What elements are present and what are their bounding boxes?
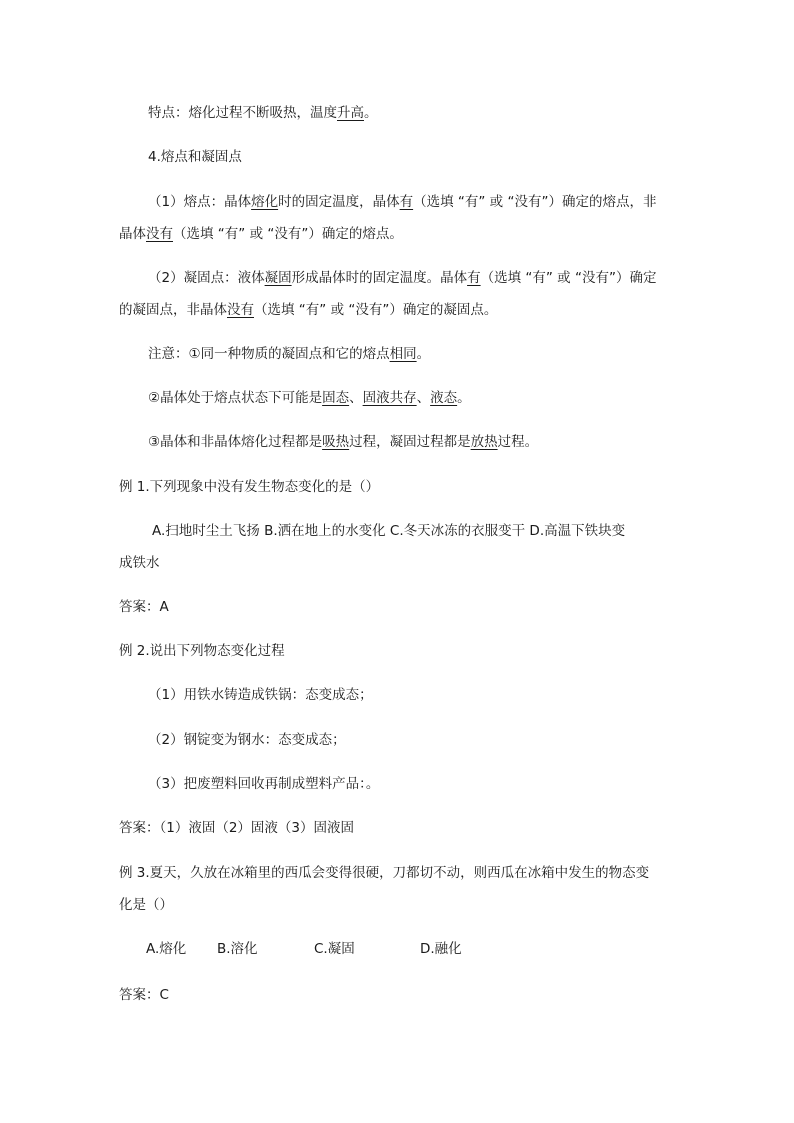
blank: 固态 bbox=[322, 390, 350, 406]
text: （选填 “有” 或 “没有”）确定的熔点。 bbox=[173, 226, 403, 242]
blank: 有 bbox=[467, 270, 481, 286]
text: 。 bbox=[416, 346, 431, 362]
blank: 相同 bbox=[389, 346, 417, 362]
text: 过程，凝固过程都是 bbox=[349, 434, 471, 450]
example1-question: 例 1.下列现象中没有发生物态变化的是（） bbox=[119, 479, 380, 495]
example2-question: 例 2.说出下列物态变化过程 bbox=[119, 643, 285, 659]
text: 时的固定温度，晶体 bbox=[278, 194, 400, 210]
example2-item2: （2）钢锭变为钢水：态变成态； bbox=[148, 732, 346, 748]
example2-item1: （1）用铁水铸造成铁锅：态变成态； bbox=[148, 687, 373, 703]
note-3 bbox=[148, 432, 538, 452]
example3-option-b: B.溶化 bbox=[217, 941, 258, 957]
section-title: 4.熔点和凝固点 bbox=[148, 149, 242, 165]
text: 的凝固点，非晶体 bbox=[119, 302, 227, 318]
note-1 bbox=[148, 344, 430, 364]
example3-option-c: C.凝固 bbox=[314, 941, 355, 957]
blank: 吸热 bbox=[322, 434, 350, 450]
blank: 固液共存 bbox=[362, 390, 417, 406]
example3-question-line2: 化是（） bbox=[119, 897, 173, 913]
example2-item3: （3）把废塑料回收再制成塑料产品：。 bbox=[148, 776, 380, 792]
example3-option-a: A.熔化 bbox=[146, 941, 187, 957]
text: 、 bbox=[349, 390, 363, 406]
freezing-point-line2 bbox=[119, 300, 497, 320]
text: 形成晶体时的固定温度。晶体 bbox=[291, 270, 468, 286]
melting-point-line1 bbox=[148, 192, 656, 212]
text: （选填 “有” 或 “没有”）确定 bbox=[480, 270, 657, 286]
example1-answer: 答案：A bbox=[119, 599, 169, 615]
blank: 没有 bbox=[146, 226, 173, 242]
blank: 液态 bbox=[430, 390, 458, 406]
blank: 没有 bbox=[227, 302, 254, 318]
blank: 放热 bbox=[470, 434, 498, 450]
example3-option-d: D.融化 bbox=[420, 941, 462, 957]
text: ③晶体和非晶体熔化过程都是 bbox=[148, 434, 323, 450]
features-suffix: 。 bbox=[364, 105, 378, 121]
text: 晶体 bbox=[119, 226, 146, 242]
features-text: 特点：熔化过程不断吸热，温度 bbox=[148, 105, 337, 121]
text: 。 bbox=[457, 390, 471, 406]
blank: 凝固 bbox=[264, 270, 292, 286]
blank: 有 bbox=[399, 194, 414, 210]
text: （选填 “有” 或 “没有”）确定的凝固点。 bbox=[254, 302, 498, 318]
text: （选填 “有” 或 “没有”）确定的熔点，非 bbox=[413, 194, 657, 210]
melting-point-line2 bbox=[119, 224, 403, 244]
example3-question-line1: 例 3.夏天，久放在冰箱里的西瓜会变得很硬，刀都切不动，则西瓜在冰箱中发生的物态变 bbox=[119, 865, 650, 881]
example1-options-line1: A.扫地时尘土飞扬 B.洒在地上的水变化 C.冬天冰冻的衣服变干 D.高温下铁块变 bbox=[152, 523, 626, 539]
note-2 bbox=[148, 388, 471, 408]
example3-answer: 答案：C bbox=[119, 987, 169, 1003]
features-blank: 升高 bbox=[337, 105, 364, 121]
blank: 熔化 bbox=[251, 194, 279, 210]
freezing-point-line1 bbox=[148, 268, 656, 288]
example1-options-line2: 成铁水 bbox=[119, 555, 160, 571]
text: （1）熔点：晶体 bbox=[148, 194, 252, 210]
text: 过程。 bbox=[497, 434, 539, 450]
example2-answer: 答案：（1）液固（2）固液（3）固液固 bbox=[119, 820, 355, 836]
text: 、 bbox=[416, 390, 431, 406]
text: 注意：①同一种物质的凝固点和它的熔点 bbox=[148, 346, 390, 362]
features-line bbox=[148, 103, 378, 123]
text: ②晶体处于熔点状态下可能是 bbox=[148, 390, 323, 406]
text: （2）凝固点：液体 bbox=[148, 270, 265, 286]
